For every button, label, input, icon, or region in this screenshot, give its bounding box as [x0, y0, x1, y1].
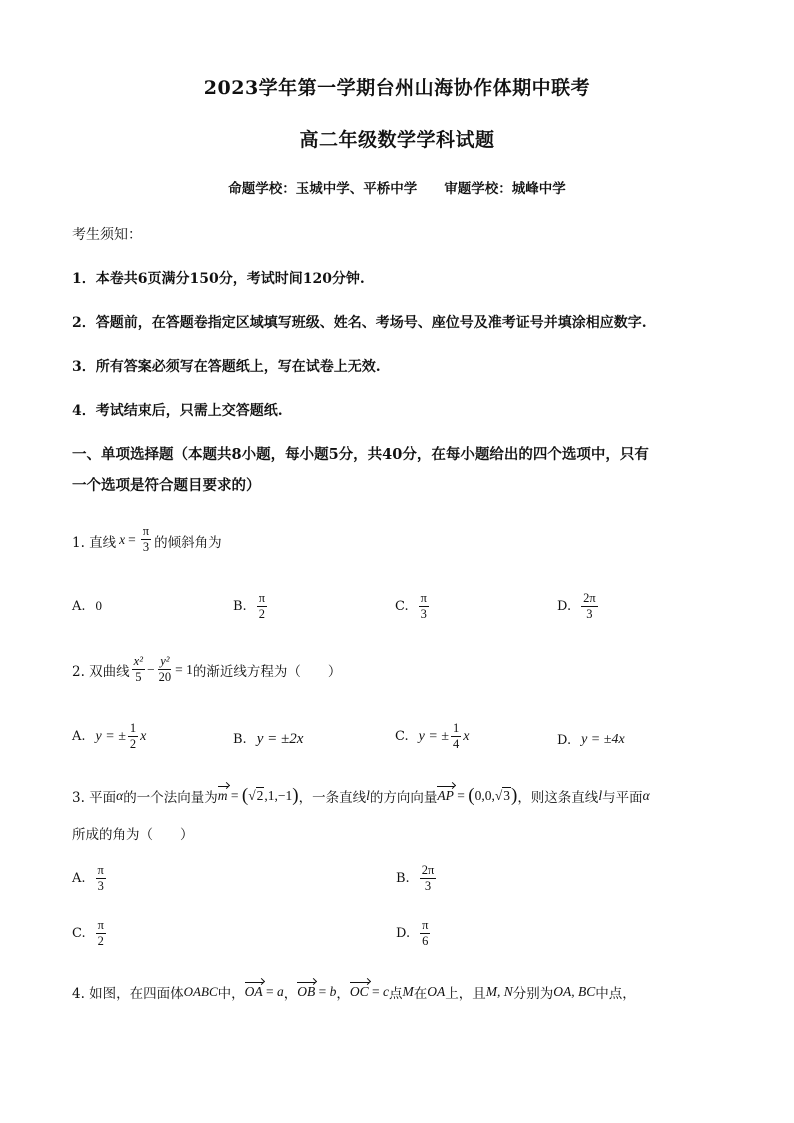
q3-m-eq: =	[227, 788, 242, 803]
q2-term1-den: 5	[135, 670, 142, 685]
q4-ob-vector: OB	[297, 984, 316, 999]
q2-option-a-label: A.	[72, 729, 86, 745]
q3-option-d-frac	[420, 919, 430, 948]
q3-option-b-label: B.	[396, 871, 410, 887]
q4-text-7: 中点，	[595, 986, 636, 1002]
q1-frac-num: π	[141, 525, 151, 540]
notice-item-4: 4．考试结束后，只需上交答题纸.	[72, 403, 283, 419]
q2-option-a-frac	[128, 722, 138, 751]
q2-option-c-num: 1	[451, 722, 461, 737]
q4-eq-2: =	[315, 984, 330, 999]
q1-option-c-label: C.	[395, 599, 409, 615]
q3-option-b[interactable]	[396, 864, 438, 893]
q2-option-c[interactable]	[395, 722, 469, 751]
q2-term2-num: y²	[158, 655, 171, 670]
exam-title: 2023学年第一学期台州山海协作体期中联考	[203, 77, 591, 99]
q1-prefix: 1. 直线	[72, 535, 117, 552]
q1-option-b-num: π	[257, 592, 267, 607]
q3-option-c-frac	[96, 919, 106, 948]
section-heading-line2: 一个选项是符合题目要求的）	[72, 477, 261, 494]
exam-subtitle: 高二年级数学学科试题	[299, 129, 495, 151]
section-heading-line1: 一、单项选择题（本题共8小题，每小题5分，共40分，在每小题给出的四个选项中，只有	[72, 446, 649, 463]
q1-option-b-label: B.	[233, 599, 247, 615]
q3-option-d-num: π	[420, 919, 430, 934]
q1-frac-den: 3	[142, 540, 150, 555]
q1-x: x	[119, 531, 126, 547]
q1-option-d[interactable]	[557, 592, 600, 621]
q4-MN: M, N	[485, 984, 513, 999]
question-4	[72, 982, 636, 1002]
q4-text-4: 在	[413, 986, 428, 1002]
notice-heading: 考生须知：	[72, 227, 142, 243]
q3-ap-rparen: )	[510, 785, 518, 806]
question-2	[72, 655, 341, 684]
notice-item-1: 1．本卷共6页满分150分，考试时间120分钟.	[72, 271, 365, 287]
q1-equation	[119, 525, 153, 554]
notice-item-2: 2．答题前，在答题卷指定区域填写班级、姓名、考场号、座位号及准考证号并填涂相应数字.	[72, 315, 647, 331]
q3-option-c[interactable]	[72, 919, 108, 948]
q2-prefix: 2. 双曲线	[72, 663, 130, 680]
q2-term1	[132, 655, 145, 684]
q3-option-a-den: 3	[97, 879, 104, 894]
q1-option-b-den: 2	[258, 607, 265, 622]
q3-m-lparen: (	[241, 785, 249, 806]
q4-oc-vector: OC	[349, 984, 369, 999]
q2-option-b[interactable]	[233, 731, 303, 748]
q2-option-b-expr: y = ±2x	[256, 731, 304, 747]
q3-l-2: l	[598, 788, 603, 803]
q3-ap-sqrt: √3	[494, 788, 510, 803]
q2-option-a-den: 2	[129, 737, 137, 752]
q2-option-b-label: B.	[233, 732, 247, 747]
q4-comma-2: ，	[336, 986, 350, 1002]
q4-text-5: 上，且	[445, 986, 486, 1002]
q4-oabc: OABC	[183, 984, 218, 999]
q3-ap-first: 0,0,	[474, 788, 495, 803]
q2-term2	[157, 655, 174, 684]
question-1	[72, 525, 222, 554]
q3-ap-sqrt-rad: 3	[503, 788, 510, 803]
q3-option-d[interactable]	[396, 919, 432, 948]
question-3-line1	[72, 785, 650, 807]
q3-ap-lparen: (	[468, 785, 475, 806]
q2-suffix: 的渐近线方程为（ ）	[192, 663, 342, 680]
q2-option-a-num: 1	[128, 722, 138, 737]
q2-option-a-lhs: y = ±	[95, 728, 126, 744]
q3-option-a[interactable]	[72, 864, 108, 893]
q2-option-c-var: x	[463, 728, 470, 744]
q1-option-d-den: 3	[586, 607, 593, 622]
q1-eq: =	[128, 531, 136, 547]
q3-ap-eq: =	[453, 788, 469, 803]
school-info: 命题学校：玉城中学、平桥中学 审题学校：城峰中学	[228, 181, 566, 197]
q2-term1-num: x²	[132, 655, 145, 670]
q4-M: M	[402, 984, 414, 999]
q4-eq-3: =	[368, 984, 384, 999]
q3-option-c-den: 2	[97, 934, 104, 949]
q2-rhs: = 1	[175, 661, 193, 677]
q3-option-d-den: 6	[422, 934, 429, 949]
q2-option-c-frac	[451, 722, 461, 751]
q1-option-a[interactable]	[72, 598, 102, 614]
q3-m-rest: ,1,−1	[264, 788, 293, 803]
q1-option-a-label: A.	[72, 598, 86, 614]
q4-text-1: 4. 如图，在四面体	[72, 986, 184, 1002]
q3-option-d-label: D.	[396, 926, 411, 942]
q2-option-d[interactable]	[557, 732, 625, 748]
notice-item-3: 3．所有答案必须写在答题纸上，写在试卷上无效.	[72, 359, 381, 375]
q3-text-3: ，一条直线	[298, 790, 367, 806]
q1-suffix: 的倾斜角为	[154, 535, 222, 552]
q4-eq-1: =	[262, 984, 277, 999]
q3-ap-vector: AP	[437, 788, 454, 803]
q1-option-b[interactable]	[233, 592, 269, 621]
q2-option-c-den: 4	[452, 737, 460, 752]
q1-fraction	[141, 525, 151, 554]
q1-option-c-den: 3	[420, 607, 427, 622]
q4-oa-vector: OA	[244, 984, 263, 999]
q4-text-2: 中，	[217, 986, 245, 1002]
q3-alpha: α	[116, 788, 124, 803]
q3-alpha-2: α	[642, 788, 650, 803]
q3-option-a-frac	[96, 864, 106, 893]
q3-text-2: 的一个法向量为	[123, 790, 218, 806]
q2-option-d-expr: y = ±4x	[581, 732, 625, 747]
q1-option-c[interactable]	[395, 592, 431, 621]
q4-OA-BC: OA, BC	[553, 984, 596, 999]
q3-text-5: ，则这条直线	[517, 790, 599, 806]
q2-option-a-var: x	[140, 728, 147, 744]
q3-option-a-label: A.	[72, 871, 86, 887]
q3-m-vector: m	[217, 788, 228, 803]
q4-a: a	[277, 984, 284, 999]
q3-option-b-num: 2π	[420, 864, 437, 879]
q4-c: c	[383, 984, 390, 999]
q3-m-sqrt-rad: 2	[256, 788, 264, 803]
q2-option-c-lhs: y = ±	[418, 728, 449, 744]
q3-option-a-num: π	[96, 864, 106, 879]
q4-text-6: 分别为	[512, 986, 554, 1002]
q4-comma-1: ，	[283, 986, 298, 1002]
q2-minus: −	[146, 661, 155, 677]
q2-term2-den: 20	[158, 670, 172, 685]
question-3-line2: 所成的角为（ ）	[72, 827, 194, 843]
q3-m-rparen: )	[292, 785, 299, 806]
q1-option-b-frac	[257, 592, 267, 621]
q2-option-d-label: D.	[557, 732, 572, 748]
q4-b: b	[329, 984, 337, 999]
q3-l: l	[366, 788, 370, 803]
q3-option-b-den: 3	[424, 879, 432, 894]
q3-option-c-num: π	[96, 919, 106, 934]
q3-text-4: 的方向向量	[369, 790, 438, 806]
q4-OA: OA	[427, 984, 446, 999]
q2-option-a[interactable]	[72, 722, 146, 751]
q1-option-c-frac	[419, 592, 429, 621]
q1-option-d-label: D.	[557, 599, 572, 615]
q2-option-c-label: C.	[395, 729, 409, 745]
q3-m-sqrt: √2	[248, 788, 264, 803]
q1-option-c-num: π	[419, 592, 429, 607]
q3-option-b-frac	[420, 864, 437, 893]
q3-text-6: 与平面	[602, 790, 643, 806]
q1-option-a-value: 0	[95, 598, 103, 613]
q3-option-c-label: C.	[72, 926, 86, 942]
q3-text-1: 3. 平面	[72, 790, 117, 806]
q1-option-d-frac	[581, 592, 598, 621]
q4-text-3: 点	[389, 986, 403, 1002]
q1-option-d-num: 2π	[581, 592, 598, 607]
